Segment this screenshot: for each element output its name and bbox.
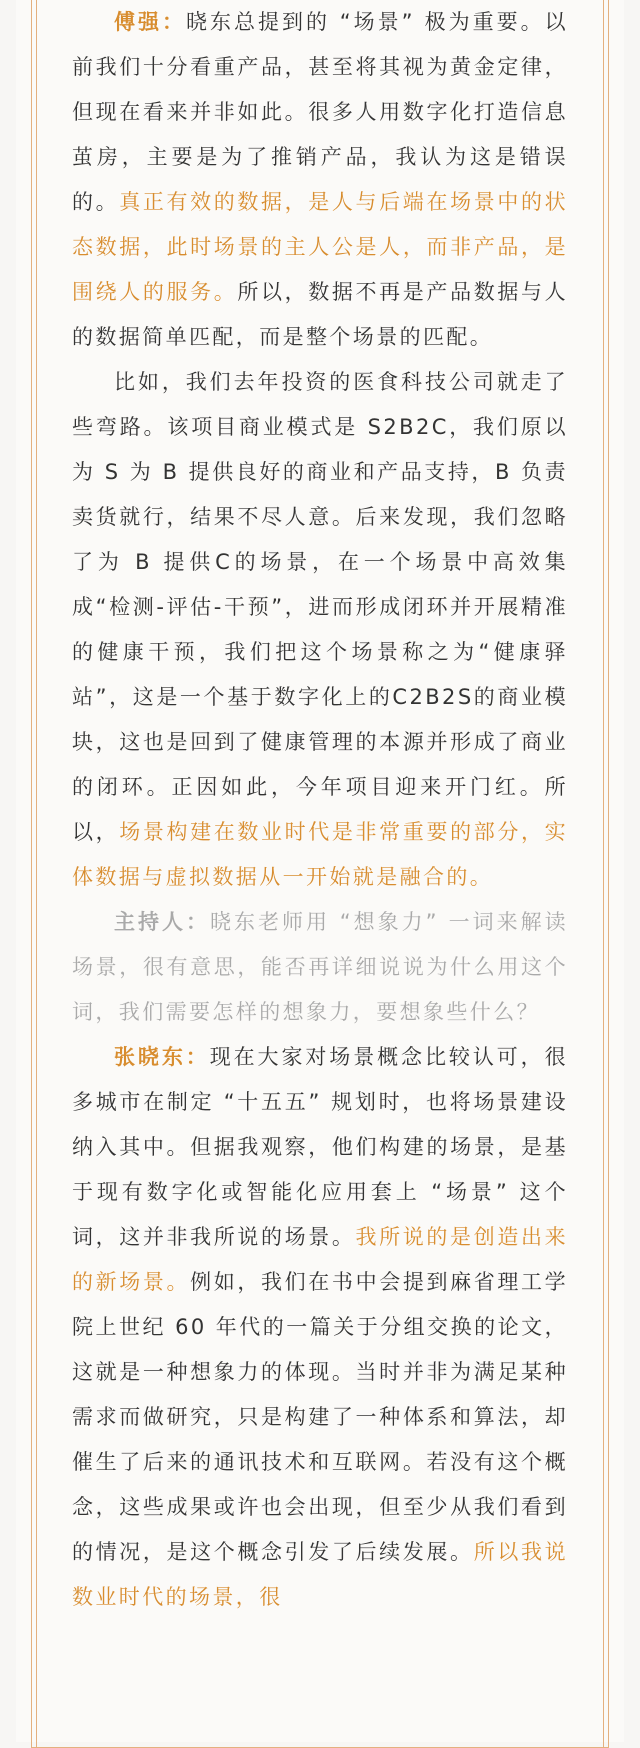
paragraph-host xyxy=(72,900,568,1035)
paragraph-text: 比如，我们去年投资的医食科技公司就走了些弯路。该项目商业模式是 S2B2C，我们原以为 S 为 B 提供良好的商业和产品支持，B 负责卖货就行，结果不尽人意。后来发现，我们忽略了为 B 提供C的场景，在一个场景中高效集成“检测-评估-干预”，进而形成闭环并开展精准的健康干预，我们把这个场景称之为“健康驿站”，这是一个基于数字化上的C2B2S的商业模块，这也是回到了健康管理的本源并形成了商业的闭环。正因如此，今年项目迎来开门红。所以， xyxy=(72,370,568,844)
highlighted-text: 场景构建在数业时代是非常重要的部分，实体数据与虚拟数据从一开始就是融合的。 xyxy=(72,820,568,889)
paragraph-text: 例如，我们在书中会提到麻省理工学院上世纪 60 年代的一篇关于分组交换的论文，这就是一种想象力的体现。当时并非为满足某种需求而做研究，只是构建了一种体系和算法，却催生了后来的通讯技术和互联网。若没有这个概念，这些成果或许也会出现，但至少从我们看到的情况，是这个概念引发了后续发展。 xyxy=(72,1270,569,1564)
paragraph-fuqiang xyxy=(72,0,568,360)
speaker-label: 张晓东： xyxy=(114,1045,210,1069)
highlighted-text: 我所说的是创造出来的新场景。 xyxy=(72,1225,568,1294)
paragraph-example xyxy=(72,360,568,900)
highlighted-text: 真正有效的数据，是人与后端在场景中的状态数据，此时场景的主人公是人，而非产品，是围绕人的服务。 xyxy=(72,190,568,304)
speaker-label: 傅强： xyxy=(114,10,187,34)
speaker-label: 主持人： xyxy=(114,910,211,934)
paragraph-zhangxiaodong xyxy=(72,1035,568,1620)
paragraph-text: 晓东总提到的 “场景” 极为重要。以前我们十分看重产品，甚至将其视为黄金定律，但现在看来并非如此。很多人用数字化打造信息茧房，主要是为了推销产品，我认为这是错误的。 xyxy=(72,10,568,214)
highlighted-text: 所以我说数业时代的场景，很 xyxy=(72,1540,568,1609)
paragraph-text: 晓东老师用 “想象力” 一词来解读场景，很有意思，能否再详细说说为什么用这个词，我们需要怎样的想象力，要想象些什么？ xyxy=(72,910,568,1024)
article-body xyxy=(72,0,568,1620)
paragraph-text: 现在大家对场景概念比较认可，很多城市在制定 “十五五” 规划时，也将场景建设纳入其中。但据我观察，他们构建的场景，是基于现有数字化或智能化应用套上 “场景” 这个词，这并非我所说的场景。 xyxy=(72,1045,568,1249)
paragraph-text: 所以，数据不再是产品数据与人的数据简单匹配，而是整个场景的匹配。 xyxy=(72,280,568,349)
